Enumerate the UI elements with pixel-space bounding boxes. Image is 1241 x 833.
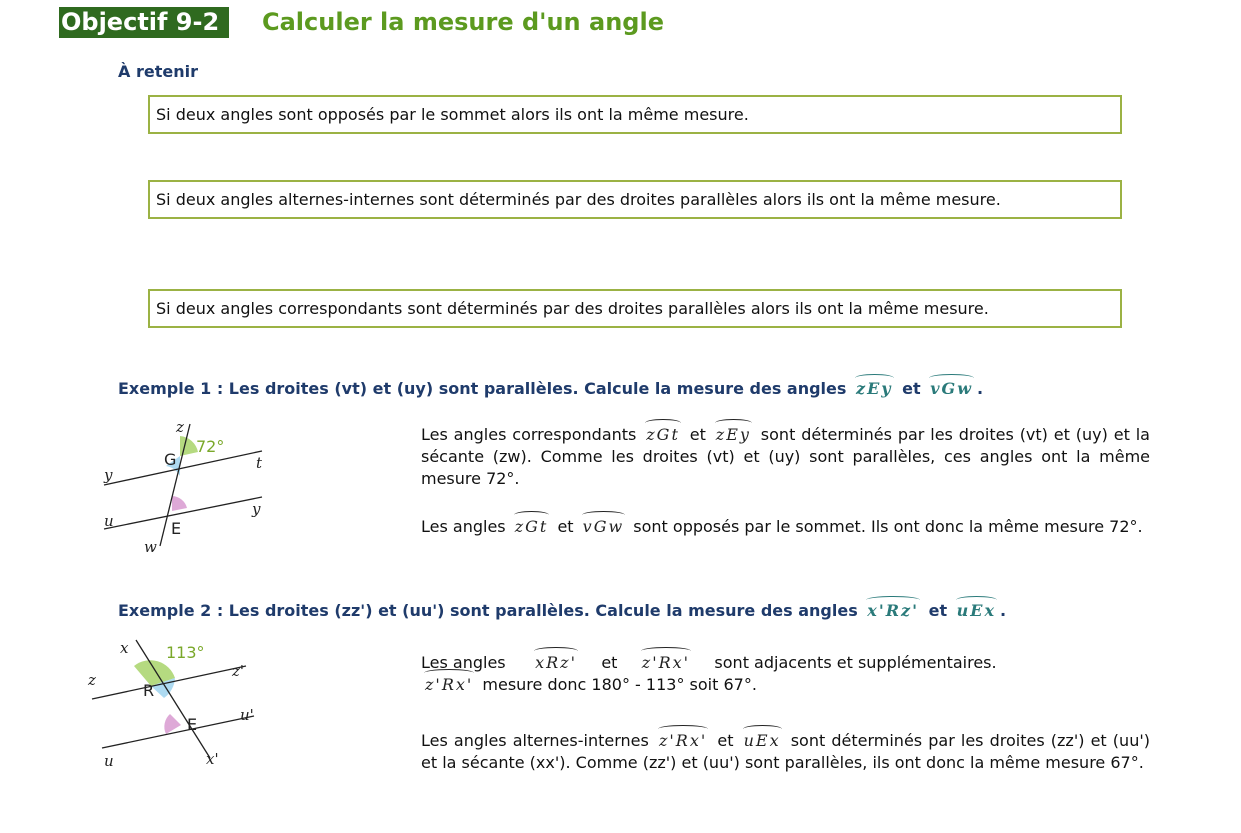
- point-E: E: [187, 715, 198, 734]
- rule-box-alternes-internes: [148, 180, 1122, 219]
- label-t: t: [256, 454, 263, 472]
- point-E: E: [171, 519, 182, 538]
- angle-arc-pink: [172, 496, 187, 511]
- label-x-prime: x': [206, 750, 219, 768]
- example-2-title-text: Exemple 2 : Les droites (zz') et (uu') sont parallèles. Calcule la mesure des angles: [118, 601, 858, 620]
- label-w: w: [144, 538, 157, 556]
- retenir-heading: À retenir: [118, 62, 198, 81]
- angle-label: zEy: [712, 424, 755, 446]
- example-1-figure: [100, 418, 270, 558]
- angle-label: z'Rx': [638, 652, 694, 674]
- angle-label: vGw: [926, 379, 977, 398]
- angle-label: zGt: [511, 516, 553, 538]
- angle-label: uEx: [953, 601, 1000, 620]
- point-R: R: [143, 681, 155, 700]
- example-1-title: [118, 379, 983, 398]
- angle-label: z'Rx': [421, 674, 477, 696]
- label-y-top: y: [104, 466, 113, 484]
- rule-text: Si deux angles correspondants sont déterminés par des droites parallèles alors ils ont la même mesure.: [156, 299, 989, 318]
- line-vt: [104, 451, 262, 485]
- angle-label: x'Rz': [863, 601, 923, 620]
- example-2-title: [118, 601, 1006, 620]
- line-uu: [102, 716, 254, 748]
- example-1-paragraph-2: [421, 516, 1150, 538]
- period: .: [976, 379, 984, 398]
- label-x: x: [120, 639, 129, 657]
- label-z: z: [176, 418, 184, 436]
- text: Les angles: [421, 517, 506, 536]
- example-1-paragraph-1: [421, 424, 1150, 490]
- text: Les angles: [421, 653, 506, 672]
- conjunction: et: [902, 379, 921, 398]
- text: sont opposés par le sommet. Ils ont donc la même mesure 72°.: [633, 517, 1143, 536]
- text: sont adjacents et supplémentaires.: [714, 653, 997, 672]
- point-G: G: [164, 450, 177, 469]
- text: Les angles alternes-internes: [421, 731, 649, 750]
- text: mesure donc 180° - 113° soit 67°.: [482, 675, 757, 694]
- text: et: [601, 653, 618, 672]
- text: et: [689, 425, 706, 444]
- example-1-title-text: Exemple 1 : Les droites (vt) et (uy) sont parallèles. Calcule la mesure des angles: [118, 379, 847, 398]
- rule-box-correspondants: [148, 289, 1122, 328]
- label-u: u: [104, 752, 114, 770]
- conjunction: et: [928, 601, 948, 620]
- angle-label: zEy: [852, 379, 897, 398]
- page-title: Calculer la mesure d'un angle: [262, 8, 664, 36]
- label-u: u: [104, 512, 114, 530]
- text: et: [557, 517, 574, 536]
- angle-label: zGt: [642, 424, 684, 446]
- period: .: [1000, 601, 1007, 620]
- rule-text: Si deux angles alternes-internes sont déterminés par des droites parallèles alors ils ont la même mesure.: [156, 190, 1001, 209]
- label-degree: 72°: [196, 437, 225, 456]
- label-z: z: [88, 671, 96, 689]
- rule-box-opposes: [148, 95, 1122, 134]
- text: et: [717, 731, 734, 750]
- text: sont déterminés par les droites (vt) et (uy) et la sécante (zw). Comme les droites (vt) et (uy) sont parallèles, ces angles ont la même mesure 72°.: [421, 425, 1150, 488]
- angle-label: xRz': [531, 652, 581, 674]
- objective-badge: Objectif 9-2: [59, 7, 229, 38]
- example-2-figure: [86, 636, 266, 776]
- text: Les angles correspondants: [421, 425, 637, 444]
- example-2-paragraph-1: [421, 652, 1150, 696]
- angle-label: uEx: [740, 730, 785, 752]
- label-u-prime: u': [240, 706, 254, 724]
- angle-label: z'Rx': [655, 730, 711, 752]
- angle-arc-pink: [164, 714, 181, 734]
- label-y-bottom: y: [252, 500, 261, 518]
- example-2-paragraph-2: [421, 730, 1150, 774]
- label-z-prime: z': [232, 662, 245, 680]
- angle-label: vGw: [579, 516, 629, 538]
- text: sont déterminés par les droites (zz') et (uu') et la sécante (xx'). Comme (zz') et (uu') sont parallèles, ils ont donc la même mesure 67°.: [421, 731, 1150, 772]
- rule-text: Si deux angles sont opposés par le sommet alors ils ont la même mesure.: [156, 105, 749, 124]
- label-degree: 113°: [166, 643, 205, 662]
